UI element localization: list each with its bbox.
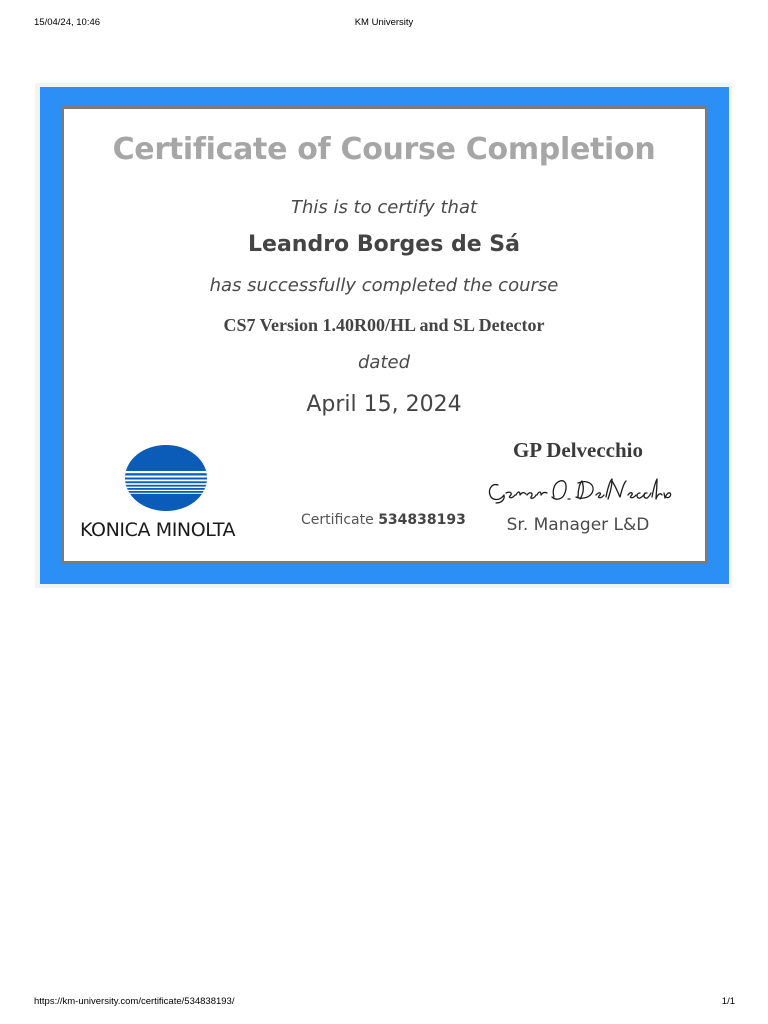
certify-line: This is to certify that bbox=[290, 197, 478, 218]
signatory-name: GP Delvecchio bbox=[512, 438, 644, 462]
print-url: https://km-university.com/certificate/534838193/ bbox=[34, 996, 235, 1007]
course-name: CS7 Version 1.40R00/HL and SL Detector bbox=[223, 315, 545, 335]
completed-line: has successfully completed the course bbox=[209, 275, 559, 296]
certificate-label: Certificate bbox=[301, 512, 374, 528]
dated-label: dated bbox=[357, 352, 410, 373]
konica-minolta-globe-icon bbox=[124, 444, 208, 512]
handwritten-signature bbox=[484, 473, 676, 509]
konica-minolta-wordmark: KONICA MINOLTA bbox=[80, 519, 236, 541]
print-page-title: KM University bbox=[354, 17, 414, 28]
print-datetime: 15/04/24, 10:46 bbox=[34, 17, 101, 28]
recipient-name: Leandro Borges de Sá bbox=[248, 232, 520, 257]
completion-date: April 15, 2024 bbox=[306, 392, 462, 417]
certificate-number bbox=[301, 512, 466, 528]
certificate-title: Certificate of Course Completion bbox=[112, 132, 656, 167]
signatory-title: Sr. Manager L&D bbox=[506, 515, 650, 535]
print-page-count: 1/1 bbox=[721, 996, 735, 1007]
certificate-number-value: 534838193 bbox=[378, 512, 466, 528]
